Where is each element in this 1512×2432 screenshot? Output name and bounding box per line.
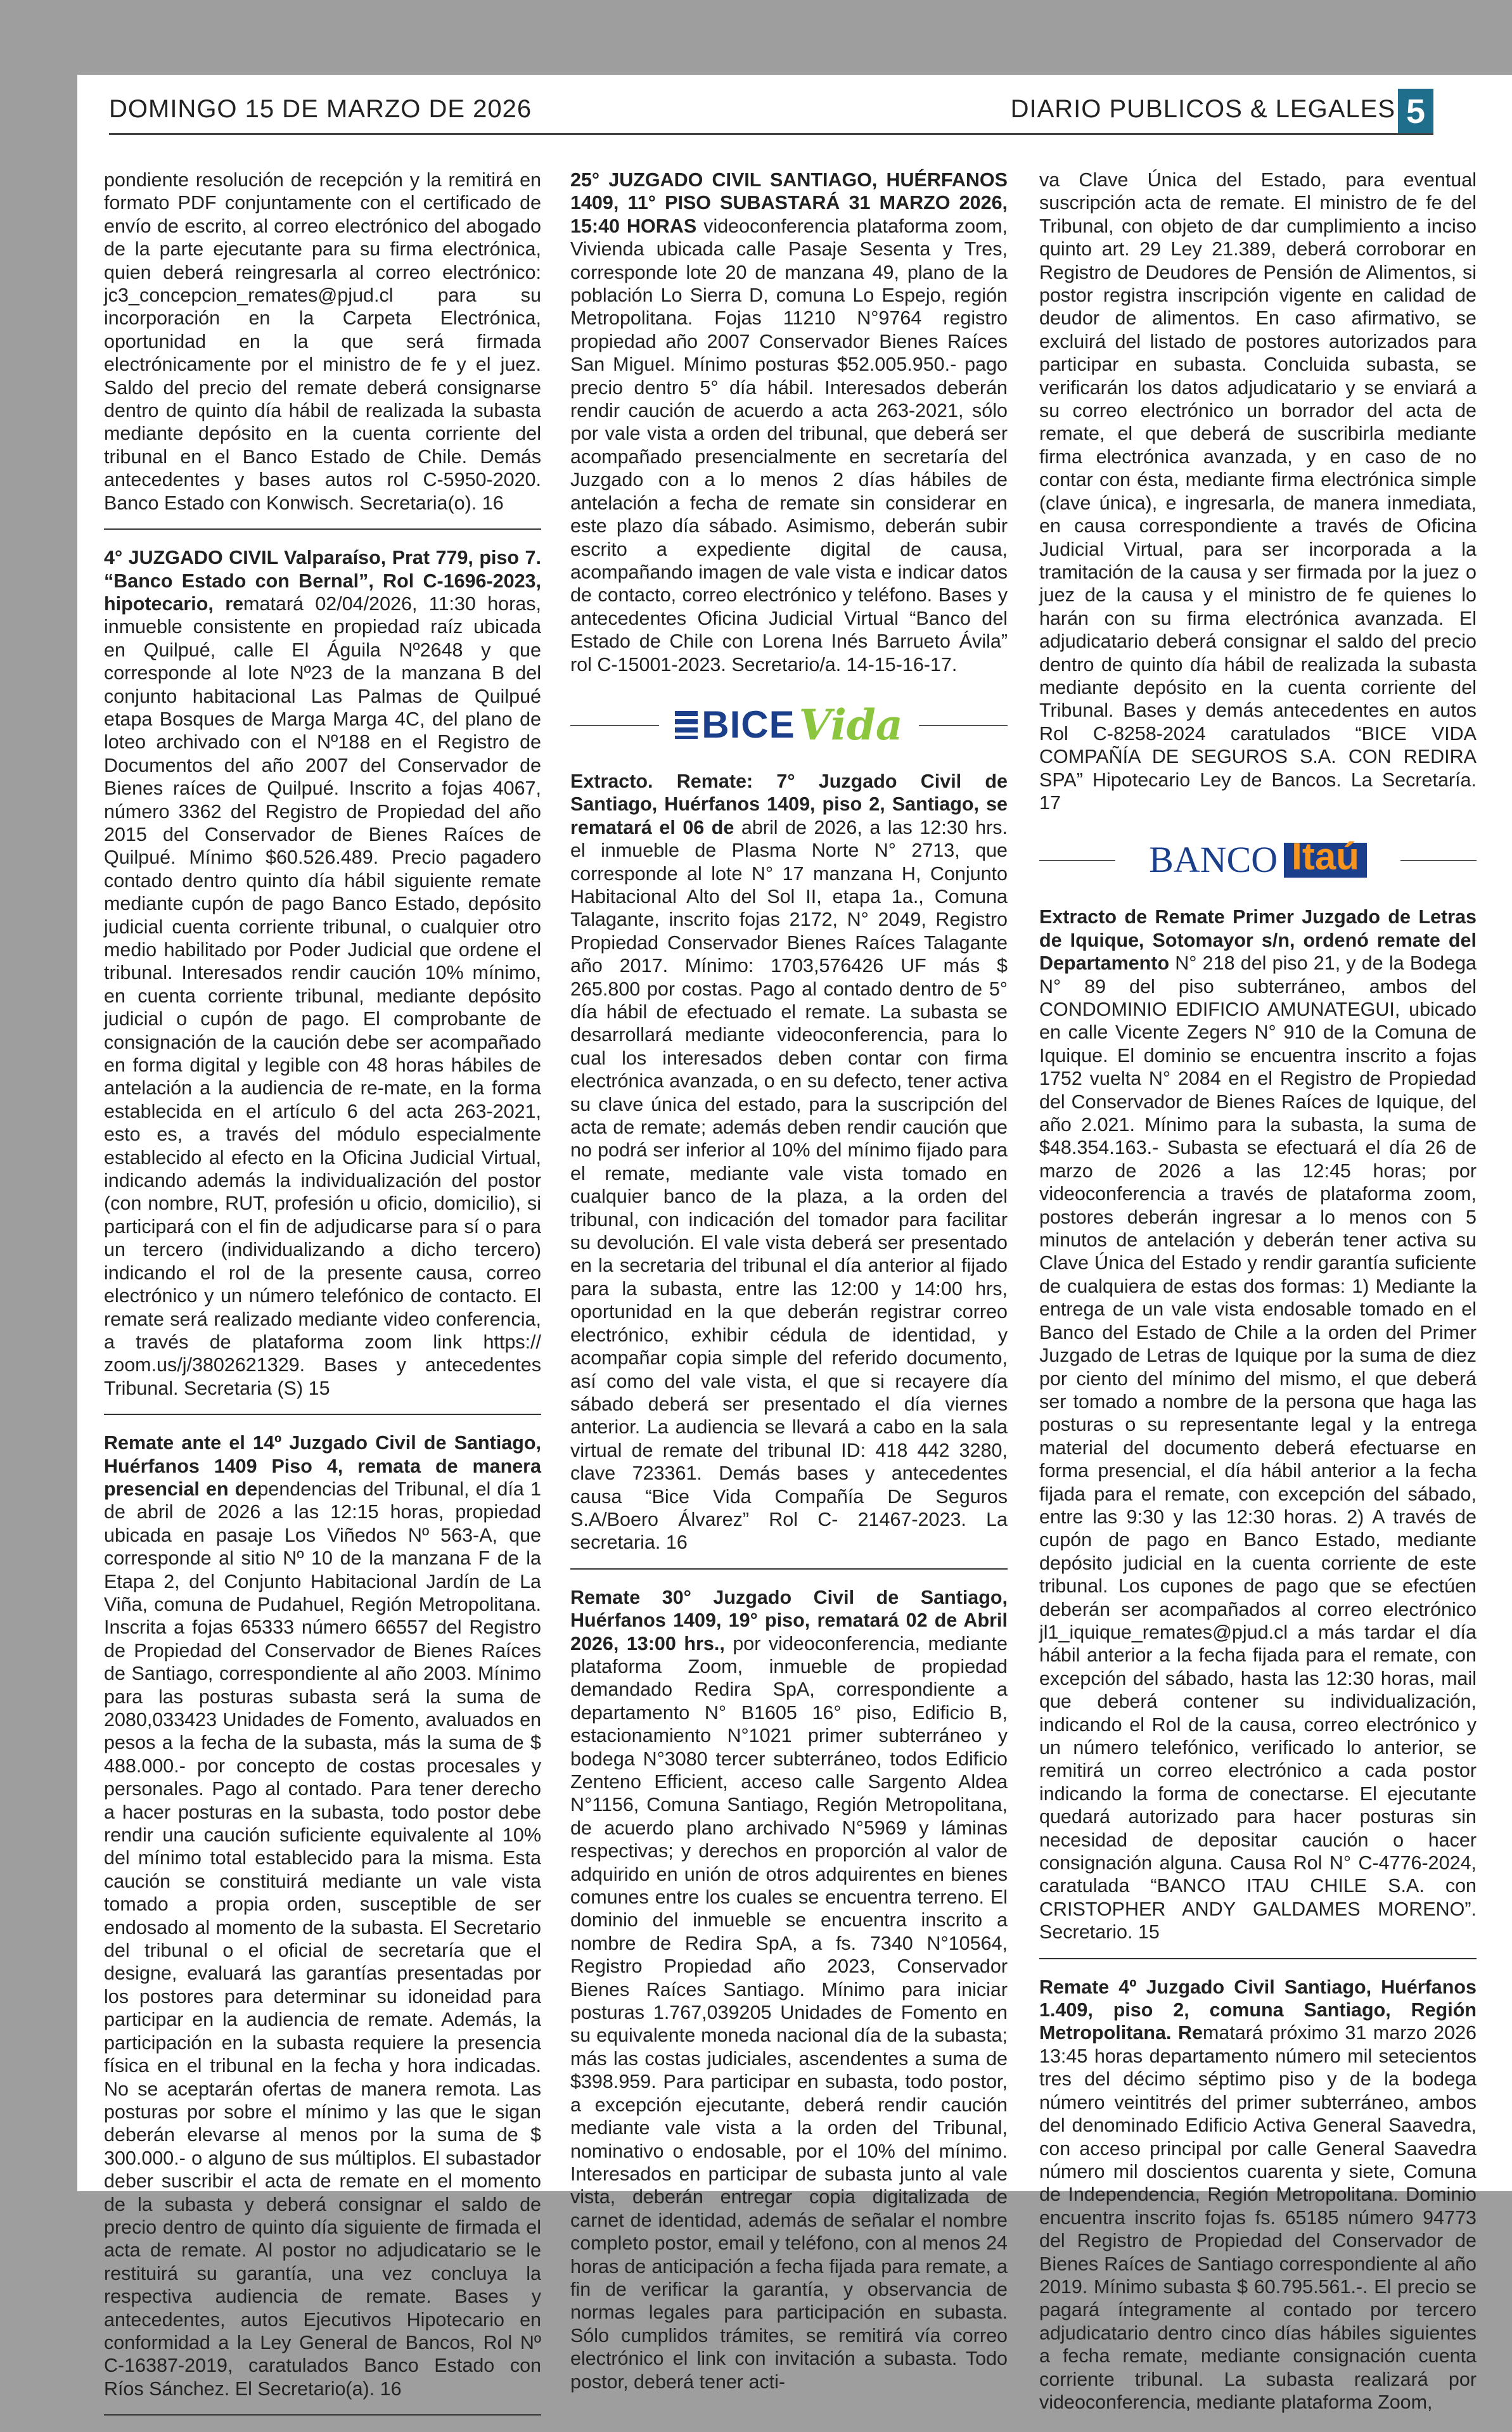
newspaper-page: [77, 75, 1512, 2413]
notice-body: N° 218 del piso 21, y de la Bodega N° 89 del piso subterráneo, ambos del CONDOMINIO EDIFICIO AMUNATEGUI, ubicado en calle Vicente Zegers N° 910 de la Comuna de Iquique. El dominio se encuentra inscrito a fojas 1752 vuelta N° 2084 en el Registro de Propiedad del Conservador de Bienes Raíces de Iquique, del año 2.021. Mínimo para la subasta, la suma de $48.354.163.- Subasta se efectuará el día 26 de marzo de 2026 a las 12:45 horas; por videoconferencia a través de plataforma zoom, postores deberán ingresar a lo menos con 5 minutos de antelación y deberán tener activa su Clave Única del Estado y rendir garantía suficiente de cualquiera de estas dos formas: 1) Mediante la entrega de un vale vista endosable tomado en el Banco del Estado de Chile a la orden del Primer Juzgado de Letras de Iquique por la suma de diez por ciento del mínimo del mismo, el que deberá ser tomado a nombre de la persona que haga las posturas o su representante legal y la entrega material del documento deberá efectuarse en forma presencial, el día hábil anterior a la fecha fijada para el remate, con excepción del sábado, entre las 9:30 y las 12:30 horas. 2) A través de cupón de pago en Banco Estado, mediante depósito judicial en la cuenta corriente de este tribunal. Los cupones de pago que se efectúen deberán ser acompañados al correo electrónico jl1_iquique_remates@pjud.cl a más tardar el día hábil anterior a la fecha fijada para el remate, con excepción del sábado, hasta las 12:30 horas, mail que deberá contener su individualización, indicando el Rol de la causa, correo electrónico y un número telefónico, verificado lo anterior, se remitirá un correo electrónico a cada postor indicando la forma de conectarse. El ejecutante quedará autorizado para hacer posturas sin necesidad de depositar caución o hacer consignación alguna. Causa Rol N° C-4776-2024, caratulada “BANCO ITAU CHILE S.A. con CRISTOPHER ANDY GALDAMES MORENO”. Secretario. 15: [1039, 952, 1477, 1943]
column-3: [1039, 169, 1477, 2428]
bice-mark-icon: [675, 711, 698, 739]
column-2: [570, 169, 1008, 2407]
header-paper-name: DIARIO PUBLICOS & LEGALES: [1010, 95, 1395, 123]
itau-logo-box: [1284, 835, 1367, 878]
notice-heading: Remate 4º Juzgado Civil Santiago, Huérfanos 1.409, piso 2, comuna Santiago, Región Metropolitana. Re: [1039, 1976, 1477, 2044]
page-number-badge: 5: [1398, 89, 1433, 134]
logo-rule-right: [919, 725, 1008, 726]
notice-heading: Remate ante el 14º Juzgado Civil de Santiago, Huérfanos 1409 Piso 4, remata de manera presencial en de: [104, 1432, 541, 1500]
notice-heading: 25° JUZGADO CIVIL SANTIAGO, HUÉRFANOS 1409, 11° PISO SUBASTARÁ 31 MARZO 2026, 15:40 HORAS: [570, 169, 1008, 237]
logo-rule-left: [570, 725, 659, 726]
notice-separator: [104, 2414, 541, 2416]
banco-logo-text: BANCO: [1149, 839, 1278, 881]
notice-body: matará próximo 31 marzo 2026 13:45 horas departamento número mil setecientos tres del décimo séptimo piso y de la bodega número veintitrés del primer subterráneo, ambos del denominado Edificio Activa General Saavedra, con acceso principal por calle General Saavedra número mil doscientos cuarenta y siete, Comuna de Independencia, Región Metropolitana. Dominio encuentra inscrito fojas fs. 65185 número 94773 del Registro de Propiedad del Conservador de Bienes Raíces de Santiago correspondiente al año 2019. Mínimo subasta $ 60.795.561.-. El precio se pagará íntegramente al contado por tercero adjudicatario dentro cinco días hábiles siguientes a fecha remate, mediante consignación cuenta corriente tribunal. La subasta realizará por videoconferencia, mediante plataforma Zoom,: [1039, 2022, 1477, 2413]
notice-body: abril de 2026, a las 12:30 hrs. el inmueble de Plasma Norte N° 2713, que corresponde al lote N° 17 manzana H, Conjunto Habitacional Alto del Sol II, etapa 1a., Comuna Talagante, inscrito fojas 2172, N° 2049, Registro Propiedad Conservador Bienes Raíces Talagante año 2017. Mínimo: 1703,576426 UF más $ 265.800 por costas. Pago al contado dentro de 5° día hábil de efectuado el remate. La subasta se desarrollará mediante videoconferencia, para lo cual los interesados deben contar con firma electrónica avanzada, o en su defecto, tener activa su clave única del estado, para la suscripción del acta de remate; además deben rendir caución que no podrá ser inferior al 10% del mínimo fijado para el remate, mediante vale vista tomado en cualquier banco de la plaza, a la orden del tribunal, con indicación del tomador para facilitar su devolución. El vale vista deberá ser presentado en la secretaria del tribunal el día anterior al fijado para la subasta, entre las 12:00 y 14:00 hrs, oportunidad en la que deberán registrar correo electrónico, exhibir cédula de identidad, y acompañar copia simple del referido documento, así como del vale vista, el que si recayere día sábado deberá ser presentado el día viernes anterior. La audiencia se llevará a cabo en la sala virtual de remate del tribunal ID: 418 442 3280, clave 723361. Demás bases y antecedentes causa “Bice Vida Compañía De Seguros S.A/Boero Álvarez” Rol C- 21467-2023. La secretaria. 16: [570, 816, 1008, 1554]
notice-heading: 4° JUZGADO CIVIL Valparaíso, Prat 779, piso 7. “Banco Estado con Bernal”, Rol C-1696-2023, hipotecario, re: [104, 547, 541, 615]
column-1: [104, 169, 541, 2432]
notice-continuation: pondiente resolución de recepción y la remitirá en formato PDF conjuntamente con el certificado de envío de escrito, al correo electrónico del abogado de la parte ejecutante para su firma electrónica, quien deberá reingresarla al correo electrónico: jc3_concepcion_remates@pjud.cl para su incorporación en la Carpeta Electrónica, oportunidad en la que será firmada electrónicamente por el ministro de fe y el juez. Saldo del precio del remate deberá consignarse dentro de quinto día hábil de realizada la subasta mediante depósito en la cuenta corriente del tribunal en el Banco Estado de Chile. Demás antecedentes y bases autos rol C-5950-2020. Banco Estado con Konwisch. Secretaria(o). 16: [104, 169, 541, 514]
vida-logo-text: Vida: [798, 700, 903, 750]
notice-continuation: va Clave Única del Estado, para eventual suscripción acta de remate. El ministro de fe del Tribunal, con objeto de dar cumplimiento a inciso quinto art. 29 Ley 21.389, deberá corroborar en Registro de Deudores de Pensión de Alimentos, si postor registra inscripción vigente en calidad de deudor de alimentos. En caso afirmativo, se excluirá del listado de postores autorizados para participar en subasta. Concluida subasta, se verificarán los datos adjudicatario y se enviará a su correo electrónico un borrador del acta de remate, el que deberá de suscribirla mediante firma electrónica avanzada, y en caso de no contar con ésta, mediante firma electrónica simple (clave única), e ingresarla, de manera inmediata, en causa correspondiente a través de Oficina Judicial Virtual, para ser incorporada a la tramitación de la causa y ser firmada por la juez o juez de la causa y el ministro de fe quienes lo harán con su firma electrónica avanzada. El adjudicatario deberá consignar el saldo del precio dentro de quinto día hábil de realizada la subasta mediante depósito en la cuenta corriente del Tribunal. Bases y demás antecedentes en autos Rol C-8258-2024 caratulados “BICE VIDA COMPAÑÍA DE SEGUROS S.A. CON REDIRA SPA” Hipotecario Ley de Bancos. La Secretaría. 17: [1039, 169, 1477, 814]
logo-rule-left: [1039, 860, 1115, 861]
notice-juzgado-4-valparaiso: [104, 546, 541, 1400]
notice-juzgado-letras-iquique: [1039, 906, 1477, 1943]
notice-separator: [104, 528, 541, 530]
notice-juzgado-25-santiago: [570, 169, 1008, 676]
notice-juzgado-7-santiago: [570, 770, 1008, 1554]
notice-body: matará 02/04/2026, 11:30 horas, inmueble consistente en propiedad raíz ubicada en Quilpué, calle El Águila Nº2648 y que corresponde al lote Nº23 de la manzana B del conjunto habitacional Las Palmas de Quilpué etapa Bosques de Marga Marga 4C, del plano de loteo archivado con el Nº188 en el Registro de Documentos del año 2007 del Conservador de Bienes raíces de Quilpué. Inscrito a fojas 4067, número 3362 del Registro de Propiedad del año 2015 del Conservador de Bienes Raíces de Quilpué. Mínimo $60.526.489. Precio pagadero contado dentro quinto día hábil siguiente remate mediante cupón de pago Banco Estado, depósito judicial cuenta corriente tribunal, o cualquier otro medio habilitado por Poder Judicial que ordene el tribunal. Interesados rendir caución 10% mínimo, en cuenta corriente tribunal, mediante depósito judicial o cupón de pago. El comprobante de consignación de la caución debe ser acompañado en forma digital y legible con 48 horas hábiles de antelación a la audiencia de re-mate, en la forma establecida en el artículo 6 del acta 263-2021, esto es, a través del módulo especialmente establecido al efecto en la Oficina Judicial Virtual, indicando además la individualización del postor (con nombre, RUT, profesión u oficio, domicilio), si participará con el fin de adjudicarse para sí o para un tercero (individualizando a dicho tercero) indicando el rol de la presente causa, correo electrónico y un número telefónico de contacto. El remate será realizado mediante video conferencia, a través de plataforma zoom link https:// zoom.us/j/3802621329. Bases y antecedentes Tribunal. Secretaria (S) 15: [104, 592, 541, 1399]
notice-body: videoconferencia plataforma zoom, Vivienda ubicada calle Pasaje Sesenta y Tres, corresponde lote 20 de manzana 49, plano de la población Lo Sierra D, comuna Lo Espejo, región Metropolitana. Fojas 11210 N°9764 registro propiedad año 2007 Conservador Bienes Raíces San Miguel. Mínimo posturas $52.005.950.- pago precio dentro 5° día hábil. Interesados deberán rendir caución de acuerdo a acta 263-2021, sólo por vale vista a orden del tribunal, que deberá ser acompañado presencialmente en secretaría del Juzgado con a lo menos 2 días hábiles de antelación a fecha de remate sin considerar en este plazo día sábado. Asimismo, deberán subir escrito a expediente digital de causa, acompañando imagen de vale vista e indicar datos de contacto, correo electrónico y teléfono. Bases y antecedentes Oficina Judicial Virtual “Banco del Estado de Chile con Lorena Inés Barrueto Ávila” rol C-15001-2023. Secretario/a. 14-15-16-17.: [570, 215, 1008, 675]
notice-juzgado-14-santiago: [104, 1431, 541, 2400]
logo-rule-right: [1400, 860, 1477, 861]
notice-body: por videoconferencia, mediante plataforma Zoom, inmueble de propiedad demandado Redira SpA, correspondiente a departamento N° B1605 16° piso, Edificio B, estacionamiento N°1021 primer subterráneo y bodega N°3080 tercer subterráneo, todos Edificio Zenteno Efficient, acceso calle Sargento Aldea N°1156, Comuna Santiago, Región Metropolitana, de acuerdo plano archivado N°5969 y láminas respectivas; y derechos en proporción al valor de adquirido en unión de otros adquirentes en bienes comunes entre los cuales se encuentra terreno. El dominio del inmueble se encuentra inscrito a nombre de Redira SpA, a fs. 7340 N°10564, Registro Propiedad año 2023, Conservador Bienes Raíces Santiago. Mínimo para iniciar posturas 1.767,039205 Unidades de Fomento en su equivalente moneda nacional día de la subasta; más las costas judiciales, ascendentes a suma de $398.959. Para participar en subasta, todo postor, a excepción ejecutante, deberá rendir caución mediante vale vista a la orden del Tribunal, nominativo o endosable, por el 10% del mínimo. Interesados en participar de subasta junto al vale vista, deberán entregar copia digitalizada de carnet de identidad, además de señalar el nombre completo postor, email y teléfono, con al menos 24 horas de anticipación a fecha fijada para remate, a fin de verificar la garantía, y observancia de normas legales para participación en subasta. Sólo cumplidos trámites, se remitirá vía correo electrónico el link con invitación a subasta. Todo postor, deberá tener acti-: [570, 1632, 1008, 2393]
notice-separator: [570, 1568, 1008, 1570]
notice-heading: Extracto. Remate: 7° Juzgado Civil de Santiago, Huérfanos 1409, piso 2, Santiago, se rematará el 06 de: [570, 770, 1008, 838]
notice-juzgado-30-santiago: [570, 1586, 1008, 2393]
notice-body: pendencias del Tribunal, el día 1 de abril de 2026 a las 12:15 horas, propiedad ubicada en pasaje Los Viñedos Nº 563-A, que corresponde al sitio Nº 10 de la manzana F de la Etapa 2, del Conjunto Habitacional Jardín de La Viña, comuna de Pudahuel, Región Metropolitana. Inscrita a fojas 65333 número 66557 del Registro de Propiedad del Conservador de Bienes Raíces de Santiago, correspondiente al año 2003. Mínimo para las posturas subasta será la suma de 2080,033423 Unidades de Fomento, avaluados en pesos a la fecha de la subasta, más la suma de $ 488.000.- por concepto de costas procesales y personales. Pago al contado. Para tener derecho a hacer posturas en la subasta, todo postor debe rendir una caución suficiente equivalente al 10% del mínimo total establecido para la misma. Esta caución se constituirá mediante un vale vista tomado a propia orden, susceptible de ser endosado al momento de la subasta. El Secretario del tribunal o el oficial de secretaría que el designe, evaluará las garantías presentadas por los postores para determinar su idoneidad para participar en la audiencia de remate. Además, la participación en la subasta requiere la presencia física en el tribunal en la fecha y hora indicadas. No se aceptarán ofertas de manera remota. Las posturas por sobre el mínimo y las que le sigan deberán elevarse al menos por la suma de $ 300.000.- o alguno de sus múltiplos. El subastador deber suscribir el acta de remate en el momento de la subasta y deberá consignar el saldo de precio dentro de quinto día siguiente de firmada el acta de remate. Al postor no adjudicatario se le restituirá su garantía, una vez concluya la respectiva audiencia de remate. Bases y antecedentes, autos Ejecutivos Hipotecario en conformidad a la Ley General de Bancos, Rol Nº C-16387-2019, caratulados Banco Estado con Ríos Sánchez. El Secretario(a). 16: [104, 1478, 541, 2400]
page-header: [109, 89, 1426, 137]
header-rule: [109, 133, 1433, 135]
bice-logo-text: BICE: [702, 703, 795, 746]
bice-vida-logo: [570, 690, 1008, 760]
itau-logo-text: Itaú: [1291, 835, 1359, 878]
notice-juzgado-4-santiago: [1039, 1976, 1477, 2414]
notice-heading: Remate 30° Juzgado Civil de Santiago, Huérfanos 1409, 19° piso, rematará 02 de Abril 2026, 13:00 hrs.,: [570, 1586, 1008, 1654]
notice-separator: [104, 1414, 541, 1415]
banco-itau-logo: [1039, 828, 1477, 892]
notice-heading: Extracto de Remate Primer Juzgado de Letras de Iquique, Sotomayor s/n, ordenó remate del Departamento: [1039, 906, 1477, 975]
header-date: DOMINGO 15 DE MARZO DE 2026: [109, 95, 532, 123]
notice-separator: [1039, 1958, 1477, 1959]
